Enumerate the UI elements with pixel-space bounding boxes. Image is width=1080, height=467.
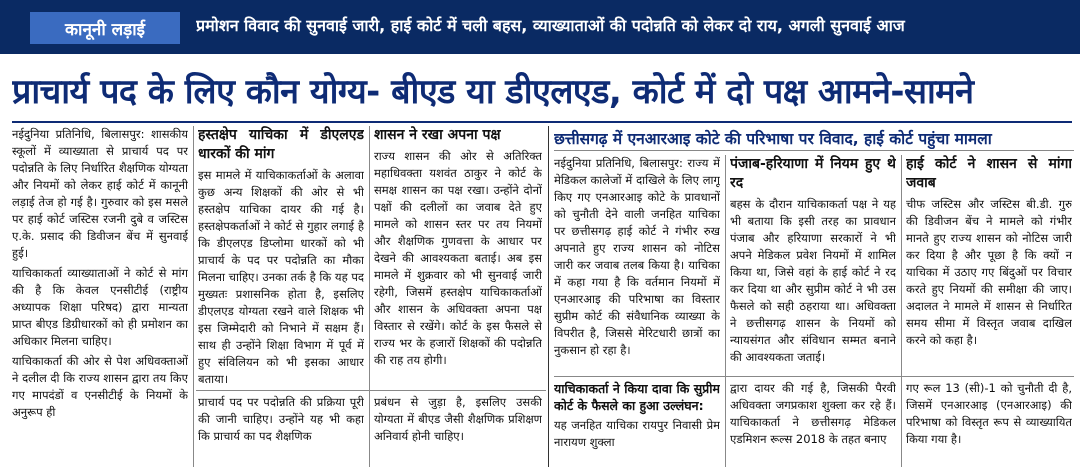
side-column-2 bbox=[730, 155, 896, 373]
article-column-2 bbox=[198, 126, 364, 386]
headline-rule bbox=[12, 121, 1072, 123]
article-paragraph: द्वारा दायर की गई है, जिसकी पैरवी अधिवक्ता जगप्रकाश शुक्ला कर रहे हैं। याचिकाकर्ता ने छत्तीसगढ़ मेडिकल एडमिशन रूल्स 2018 के तहत बनाए bbox=[730, 381, 896, 446]
subheading: याचिकाकर्ता ने किया दावा कि सुप्रीम कोर्ट के फैसले का हुआ उल्लंघन: bbox=[554, 381, 720, 413]
subheading: हाई कोर्ट ने शासन से मांगा जवाब bbox=[906, 156, 1072, 191]
article-paragraph: इस मामले में याचिकाकर्ताओं के अलावा कुछ अन्य शिक्षकों की ओर से भी हस्तक्षेप याचिका दायर की गई है। हस्तक्षेपकर्ताओं ने कोर्ट से गुहार लगाई है कि डीएलएड डिप्लोमा धारकों को भी प्राचार्य के पद पर पदोन्नति का मौका मिलना चाहिए। उनका तर्क है कि यह पद मुख्यतः प्रशासनिक होता है, इसलिए डीएलएड योग्यता रखने वाले शिक्षक भी इस जिम्मेदारी को निभाने में सक्षम हैं। साथ ही उन्होंने शिक्षा विभाग में पूर्व में हुए संविलियन को भी इसका आधार बताया। bbox=[198, 168, 364, 386]
article-paragraph: प्रबंधन से जुड़ा है, इसलिए उसकी योग्यता में बीएड जैसी शैक्षणिक प्रशिक्षण अनिवार्य होनी चाहिए। bbox=[374, 395, 542, 443]
article-paragraph: प्राचार्य पद पर पदोन्नति की प्रक्रिया पूरी की जानी चाहिए। उन्होंने यह भी कहा कि प्राचार्य का पद शैक्षणिक bbox=[198, 395, 364, 443]
article-paragraph: यह जनहित याचिका रायपुर निवासी प्रेम नारायण शुक्ला bbox=[554, 418, 720, 449]
box-bottom-rule bbox=[196, 390, 546, 391]
side-box-bottom-rule bbox=[554, 376, 1074, 377]
section-kicker: कानूनी लड़ाई bbox=[30, 12, 180, 44]
article-paragraph: याचिकाकर्ता व्याख्याताओं ने कोर्ट से मांग की है कि केवल एनसीटीई (राष्ट्रीय अध्यापक शिक्षा परिषद) द्वारा मान्यता प्राप्त बीएड डिग्रीधारकों को ही प्रमोशन का अधिकार मिलना चाहिए। bbox=[12, 266, 188, 348]
side-bottom-2 bbox=[730, 380, 896, 467]
article-paragraph: याचिकाकर्ता की ओर से पेश अधिवक्ताओं ने दलील दी कि राज्य शासन द्वारा तय किए गए मापदंडों व एनसीटीई के नियमों के अनुरूप ही bbox=[12, 354, 188, 419]
top-strap-line: प्रमोशन विवाद की सुनवाई जारी, हाई कोर्ट में चली बहस, व्याख्याताओं की पदोन्नति को लेकर दो राय, अगली सुनवाई आज bbox=[196, 16, 905, 35]
article-paragraph: गए रूल 13 (सी)-1 को चुनौती दी है, जिसमें एनआरआइ (एनआरआइ) की परिभाषा को विस्तृत रूप से व्याख्यायित किया गया है। bbox=[906, 381, 1072, 446]
side-column-1 bbox=[554, 155, 720, 373]
side-story-headline: छत्तीसगढ़ में एनआरआइ कोटे की परिभाषा पर विवाद, हाई कोर्ट पहुंचा मामला bbox=[554, 130, 992, 148]
subheading: पंजाब-हरियाणा में नियम हुए थे रद bbox=[730, 156, 896, 191]
top-banner bbox=[0, 0, 1080, 54]
article-paragraph: नईदुनिया प्रतिनिधि, बिलासपुर: शासकीय स्कूलों में व्याख्याता से प्राचार्य पद पर पदोन्नति के लिए निर्धारित शैक्षणिक योग्यता और नियमों को लेकर हाई कोर्ट में कानूनी लड़ाई तेज हो गई है। गुरुवार को इस मसले पर हाई कोर्ट जस्टिस रजनी दुबे व जस्टिस ए.के. प्रसाद की डिवीजन बेंच में सुनवाई हुई। bbox=[12, 127, 188, 260]
main-headline: प्राचार्य पद के लिए कौन योग्य- बीएड या डीएलएड, कोर्ट में दो पक्ष आमने-सामने bbox=[12, 72, 974, 112]
article-column-1 bbox=[12, 126, 188, 467]
article-paragraph: चीफ जस्टिस और जस्टिस बी.डी. गुरु की डिवीजन बेंच ने मामले को गंभीर मानते हुए राज्य शासन को नोटिस जारी कर दिया है और पूछा है कि क्यों न याचिका में उठाए गए बिंदुओं पर विचार करते हुए नियमों की समीक्षा की जाए। अदालत ने मामले में शासन से निर्धारित समय सीमा में विस्तृत जवाब दाखिल करने को कहा है। bbox=[906, 197, 1072, 347]
article-paragraph: नईदुनिया प्रतिनिधि, बिलासपुर: राज्य में मेडिकल कालेजों में दाखिले के लिए लागू किए गए एनआरआइ कोटे के प्रावधानों को चुनौती देने वाली जनहित याचिका पर छत्तीसगढ़ हाई कोर्ट ने गंभीर रुख अपनाते हुए राज्य शासन को नोटिस जारी कर जवाब तलब किया है। याचिका में कहा गया है कि वर्तमान नियमों में एनआरआइ की परिभाषा का विस्तार सुप्रीम कोर्ट की संवैधानिक व्याख्या के विपरीत है, जिससे मेरिटधारी छात्रों का नुकसान हो रहा है। bbox=[554, 156, 720, 357]
article-continued-3 bbox=[374, 394, 542, 467]
column-divider bbox=[725, 155, 726, 467]
story-divider bbox=[548, 126, 549, 467]
side-headline-rule bbox=[554, 150, 1074, 151]
side-bottom-1 bbox=[554, 380, 720, 467]
article-column-3 bbox=[374, 126, 542, 386]
column-divider bbox=[901, 155, 902, 467]
column-divider bbox=[369, 126, 370, 467]
side-column-3 bbox=[906, 155, 1072, 373]
column-divider bbox=[193, 126, 194, 467]
side-bottom-3 bbox=[906, 380, 1072, 467]
subheading: हस्तक्षेप याचिका में डीएलएड धारकों की मांग bbox=[198, 127, 364, 162]
subheading: शासन ने रखा अपना पक्ष bbox=[374, 127, 501, 143]
article-paragraph: राज्य शासन की ओर से अतिरिक्त महाधिवक्ता यशवंत ठाकुर ने कोर्ट के समक्ष शासन का पक्ष रखा। उन्होंने दोनों पक्षों की दलीलों का जवाब देते हुए मामले को शासन स्तर पर तय नियमों और शैक्षणिक गुणवत्ता के आधार पर देखने की आवश्यकता बताई। अब इस मामले में शुक्रवार को भी सुनवाई जारी रहेगी, जिसमें हस्तक्षेप याचिकाकर्ताओं और शासन के अधिवक्ता अपना पक्ष विस्तार से रखेंगे। कोर्ट के इस फैसले से राज्य भर के हजारों शिक्षकों की पदोन्नति की राह तय होगी। bbox=[374, 149, 542, 367]
article-paragraph: बहस के दौरान याचिकाकर्ता पक्ष ने यह भी बताया कि इसी तरह का प्रावधान पंजाब और हरियाणा सरकारों ने भी अपने मेडिकल प्रवेश नियमों में शामिल किया था, जिसे वहां के हाई कोर्ट ने रद कर दिया था और सुप्रीम कोर्ट ने भी उस फैसले को सही ठहराया था। अधिवक्ता ने छत्तीसगढ़ शासन के नियमों को न्यायसंगत और संविधान सम्मत बनाने की आवश्यकता जताई। bbox=[730, 197, 896, 364]
article-continued-2 bbox=[198, 394, 364, 467]
